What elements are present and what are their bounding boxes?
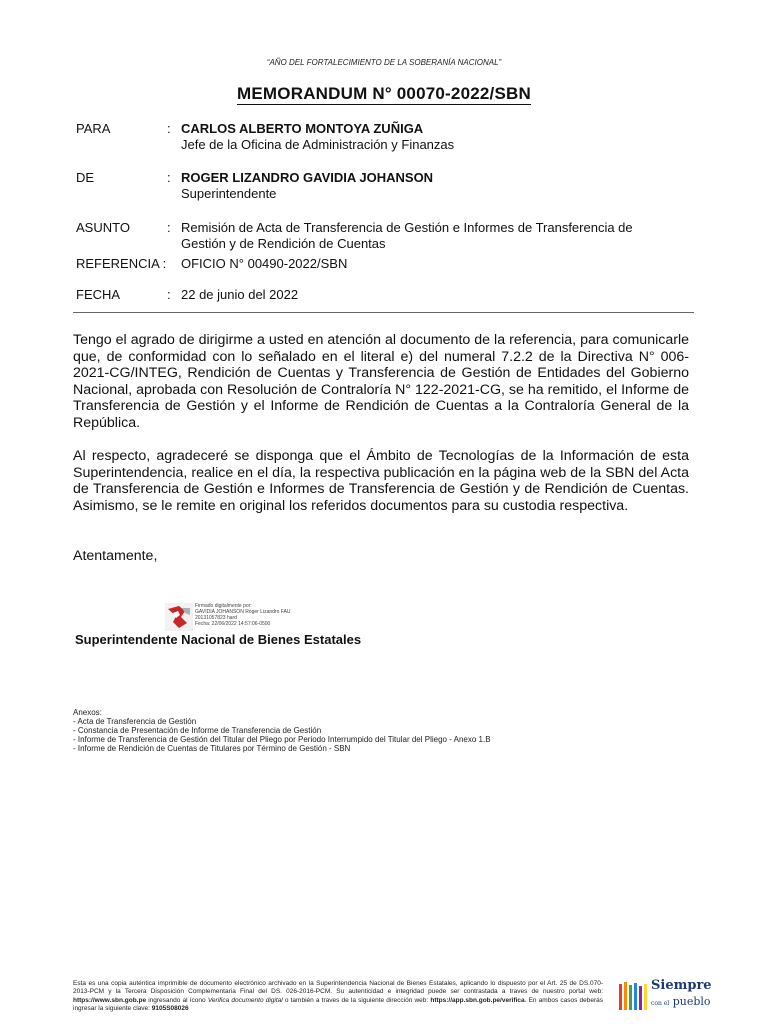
signature-line-1: Firmado digitalmente por: xyxy=(195,603,252,609)
digital-signature-logo-icon xyxy=(165,603,193,631)
memo-title-text: MEMORANDUM N° 00070-2022/SBN xyxy=(237,84,531,103)
digital-signature-info xyxy=(195,603,325,627)
referencia-value: OFICIO N° 00490-2022/SBN xyxy=(181,256,348,271)
para-role: Jefe de la Oficina de Administración y Finanzas xyxy=(181,137,455,152)
body-paragraph-1: Tengo el agrado de dirigirme a usted en atención al documento de la referencia, para comunicarle que, de conformidad con lo señalado en el literal e) del numeral 7.2.2 de la Directiva N° 006-2021-CG/INTEG, Rendición de Cuentas y Transferencia de Gestión de Entidades del Gobierno Nacional, aprobada con Resolución de Contraloría N° 122-2021-CG, se ha remitido, el Informe de Transferencia de Gestión y el Informe de Rendición de Cuentas a la Contraloría General de la República. xyxy=(73,332,689,431)
asunto-line-1: Remisión de Acta de Transferencia de Gestión e Informes de Transferencia de xyxy=(181,220,633,235)
de-value xyxy=(181,170,671,202)
asunto-value xyxy=(181,220,671,252)
de-colon: : xyxy=(167,170,171,185)
para-colon: : xyxy=(167,121,171,136)
colored-bars-icon xyxy=(618,980,648,1012)
memo-title xyxy=(0,84,768,104)
referencia-label: REFERENCIA : xyxy=(76,256,167,271)
para-value xyxy=(181,121,671,153)
annex-item: - Constancia de Presentación de Informe de Transferencia de Gestión xyxy=(73,726,322,735)
asunto-line-2: Gestión y de Rendición de Cuentas xyxy=(181,236,386,251)
verify-link[interactable]: https://app.sbn.gob.pe/verifica xyxy=(430,996,525,1004)
siempre-con-el-pueblo-logo xyxy=(618,978,718,1014)
para-label: PARA xyxy=(76,121,111,136)
year-motto: “AÑO DEL FORTALECIMIENTO DE LA SOBERANÍA NACIONAL” xyxy=(266,58,502,67)
annex-item: - Informe de Transferencia de Gestión del Titular del Pliego por Periodo Interrumpido del Titular del Pliego - Anexo 1.B xyxy=(73,735,491,744)
asunto-label: ASUNTO xyxy=(76,220,130,235)
footer-text-3: o también a traves de la siguiente dirección web: xyxy=(282,996,431,1004)
body-paragraph-2: Al respecto, agradeceré se disponga que el Ámbito de Tecnologías de la Información de esta Superintendencia, realice en el día, la respectiva publicación en la página web de la SBN del Acta de Transferencia de Gestión e Informes de Transferencia de Gestión y de Rendición de Cuentas. Asimismo, se le remite en original los referidos documentos para su custodia respectiva. xyxy=(73,448,689,514)
footer-text-1: Esta es una copia auténtica imprimible de documento electrónico archivado en la Superintendencia Nacional de Bienes Estatales, aplicando lo dispuesto por el Art. 25 de DS.070-2013-PCM y la Tercera Disposición Complementaria Final del DS. 026-2016-PCM. Su autenticidad e integridad puede ser contrastada a traves de nuestro portal web: xyxy=(73,980,603,996)
brand-line-1: Siempre xyxy=(651,978,712,993)
authenticity-footer xyxy=(73,980,603,1014)
annex-item: - Acta de Transferencia de Gestión xyxy=(73,717,197,726)
verification-key: 9105S08026 xyxy=(151,1005,189,1013)
de-label: DE xyxy=(76,170,95,185)
de-role: Superintendente xyxy=(181,186,277,201)
de-name: ROGER LIZANDRO GAVIDIA JOHANSON xyxy=(181,170,434,185)
brand-line-2-small: con el xyxy=(651,1000,670,1007)
closing-text: Atentamente, xyxy=(73,548,158,564)
fecha-value: 22 de junio del 2022 xyxy=(181,287,299,302)
footer-text-4: . En ambos casos deberás ingresar la siguiente clave: xyxy=(73,996,603,1013)
fecha-label: FECHA xyxy=(76,287,121,302)
annex-heading: Anexos: xyxy=(73,708,102,717)
footer-text-2: ingresando al ícono xyxy=(146,996,208,1004)
signature-line-3: 20131057823 hard xyxy=(195,615,237,621)
signature-line-2: GAVIDIA JOHANSON Roger Lizandro FAU xyxy=(195,609,291,615)
brand-line-2 xyxy=(651,995,711,1008)
signature-line-4: Fecha: 22/06/2022 14:57:06-0500 xyxy=(195,621,271,627)
fecha-colon: : xyxy=(167,287,171,302)
para-name: CARLOS ALBERTO MONTOYA ZUÑIGA xyxy=(181,121,424,136)
portal-link[interactable]: https://www.sbn.gob.pe xyxy=(73,996,147,1004)
header-divider xyxy=(73,312,694,313)
annex-item: - Informe de Rendición de Cuentas de Titulares por Término de Gestión - SBN xyxy=(73,744,351,753)
verify-icon-label: Verifica documento digital xyxy=(207,996,283,1004)
asunto-colon: : xyxy=(167,220,171,235)
signatory-title: Superintendente Nacional de Bienes Estatales xyxy=(75,632,362,647)
annex-list xyxy=(73,708,491,753)
brand-line-2-main: pueblo xyxy=(672,995,711,1008)
